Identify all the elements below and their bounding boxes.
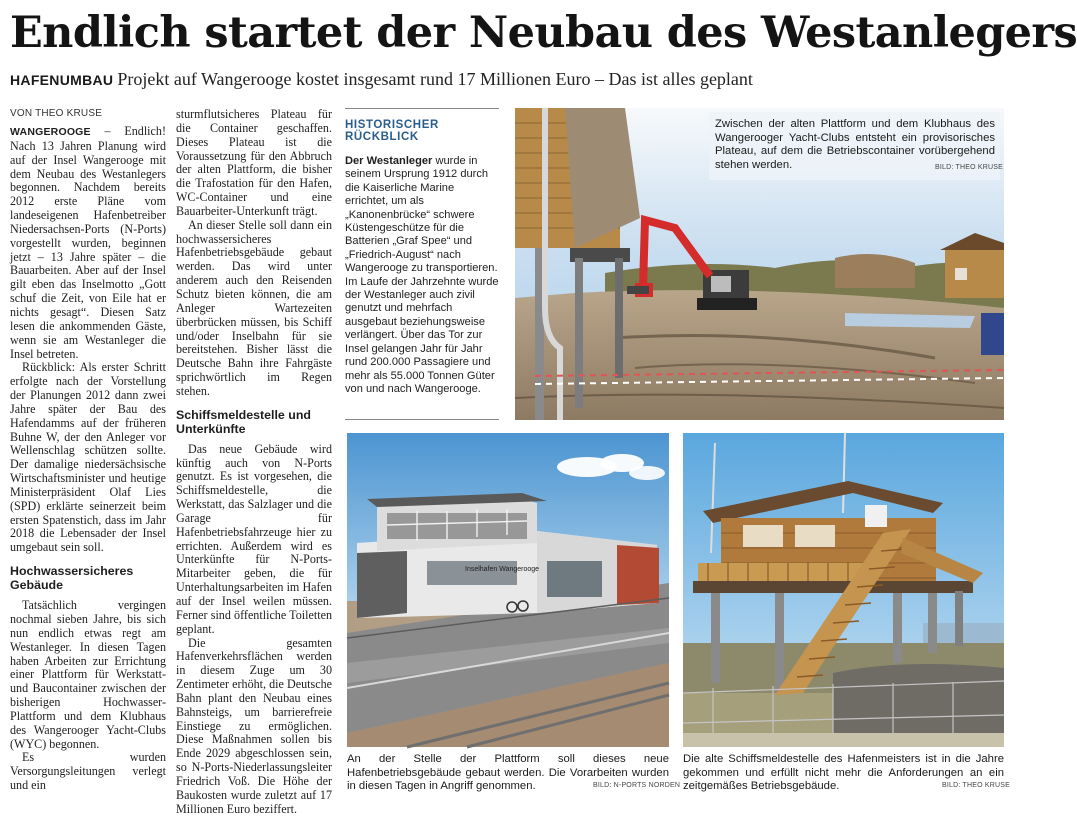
- article-paragraph: [10, 125, 166, 361]
- subheadline: Projekt auf Wangerooge kostet insgesamt rund 17 Millionen Euro – Das ist alles geplant: [117, 69, 753, 89]
- sidebar-title-line: RÜCKBLICK: [345, 131, 419, 143]
- photo3-credit: BILD: THEO KRUSE: [942, 782, 1011, 789]
- article-column-2: [176, 107, 332, 816]
- sidebar-text: [345, 155, 499, 396]
- article-subheading: Hochwassersicheres Gebäude: [10, 564, 134, 593]
- photo2-caption: An der Stelle der Plattform soll dieses neue Hafenbetriebsgebäude gebaut werden. Die Vorarbeiten wurden in diesen Tagen in Angriff genommen.: [347, 753, 669, 793]
- sidebar-title: [345, 119, 499, 143]
- kicker: HAFENUMBAU: [10, 72, 114, 88]
- byline: VON THEO KRUSE: [10, 108, 103, 119]
- harbour-station-photo: [683, 433, 1004, 747]
- photo3-caption: Die alte Schiffsmeldestelle des Hafenmeisters ist in die Jahre gekommen und erfüllt nicht mehr die Anforderungen an ein zeitgemäßes Betriebsgebäude.: [683, 753, 1004, 793]
- article-column-1: [10, 125, 166, 797]
- building-sign: Inselhafen Wangerooge: [465, 566, 540, 573]
- article-paragraph: Es wurden Versorgungsleitungen verlegt und ein: [10, 750, 166, 793]
- photo1-caption: Zwischen der alten Plattform und dem Klubhaus des Wangerooger Yacht-Clubs entsteht ein provisorisches Plateau, auf dem die Betriebscontainer vorübergehend stehen werden.: [715, 118, 995, 171]
- photo2-credit: BILD: N-PORTS NORDEN: [593, 782, 681, 789]
- article-subheading: Schiffsmeldestelle und Unterkünfte: [176, 407, 311, 436]
- sidebar-title-line: HISTORISCHER: [345, 119, 439, 131]
- subheadline-line: [10, 68, 1014, 92]
- article-paragraph: Das neue Gebäude wird künftig auch von N-Ports genutzt. Es ist vorgesehen, die Schiffsmeldestelle, die Werkstatt, das Salzlager und die Garage für Hafenbetriebsfahrzeuge hier zu errichten. Außerdem wird es Unterkünfte für N-Ports-Mitarbeiter geben, die für Unterhaltungsarbeiten im Hafen auf der Insel weilen müssen. Ferner sind öffentliche Toiletten geplant.: [176, 441, 332, 636]
- paragraph-text: – Endlich! Nach 13 Jahren Planung wird auf der Insel Wangerooge mit dem Neubau des Westanlegers begonnen. Nachdem bereits 2012 erste Pläne vom landeseigenen Hafenbetreiber Niedersachsen-Ports (N-Ports) vorgestellt wurden, beginnen jetzt – 13 Jahre später – die Bauarbeiten. Aber auf der Insel gilt eben das Inselmotto „Gott schuf die Zeit, von Eile hat er nichts gesagt“. Diesen Satz lesen die ankommenden Gäste, wenn sie am Westanleger die Insel betreten.: [10, 124, 166, 361]
- headline: Endlich startet der Neubau des Westanlegers: [10, 8, 1077, 58]
- article-paragraph: An dieser Stelle soll dann ein hochwassersicheres Hafenbetriebsgebäude gebaut werden. Das wird unter anderem auch den Reisenden Schutz bieten können, die am Anleger Wartezeiten überbrücken müssen, bis Schiff und/oder Inselbahn für sie bereitstehen. Bisher lässt die Deutsche Bahn ihre Fahrgäste sprichwörtlich im Regen stehen.: [176, 217, 332, 398]
- article-paragraph: Die gesamten Hafenverkehrsflächen werden in diesem Zuge um 30 Zentimeter erhöht, die Deutsche Bahn plant den Neubau eines Bahnsteigs, um barrierefreie Einstiege zu ermöglichen. Diese Maßnahmen sollen bis Ende 2029 abgeschlossen sein, so N-Ports-Niederlassungsleiter Friedrich Voß. Die Höhe der Baukosten wurde zuletzt auf 17 Millionen Euro beziffert.: [176, 635, 332, 816]
- history-sidebar: [345, 108, 499, 420]
- sidebar-body: wurde in seinem Ursprung 1912 durch die Kaiserliche Marine errichtet, um als „Kanonenbrücke“ schwere Küstengeschütze für die Batterien „Graf Spee“ und „Friedrich-August“ nach Wangerooge zu transportieren. Im Laufe der Jahrzehnte wurde der Westanleger auch zivil genutzt und mehrfach ausgebaut beziehungsweise verlängert. Über das Tor zur Insel gelangen Jahr für Jahr rund 200.000 Passagiere und mehr als 55.000 Tonnen Güter von und nach Wangerooge.: [345, 155, 499, 395]
- article-paragraph: Tatsächlich vergingen nochmal sieben Jahre, bis sich nun endlich etwas regt am Westanleger. In diesen Tagen haben Arbeiten zur Errichtung einer Plattform für Werkstatt- und Baucontainer zwischen der bisherigen Hochwasser-Plattform und dem Klubhaus des Wangerooger Yacht-Clubs (WYC) begonnen.: [10, 598, 166, 751]
- article-paragraph: Rückblick: Als erster Schritt erfolgte nach der Vorstellung der Planungen 2012 dann zwei Jahre später der Bau des Hafendamms auf der früheren Buhne W, der den Anleger vor Wellenschlag schützen sollte. Der damalige niedersächsische Wirtschaftsminister und heutige Ministerpräsident Olaf Lies (SPD) erklärte seinerzeit beim ersten Spatenstich, dass im Jahr 2018 die Lebensader der Insel umgebaut sein soll.: [10, 360, 166, 555]
- photo1-credit: BILD: THEO KRUSE: [935, 164, 1004, 171]
- building-rendering-photo: [347, 433, 669, 747]
- sidebar-lead: Der Westanleger: [345, 155, 433, 167]
- article-paragraph: sturmflutsicheres Plateau für die Container geschaffen. Dieses Plateau ist die Voraussetzung für den Abbruch der alten Plattform, die bisher die Trafostation für den Hafen, WC-Container und eine Bauarbeiter-Unterkunft trägt.: [176, 107, 332, 218]
- dateline: WANGEROOGE: [10, 126, 91, 138]
